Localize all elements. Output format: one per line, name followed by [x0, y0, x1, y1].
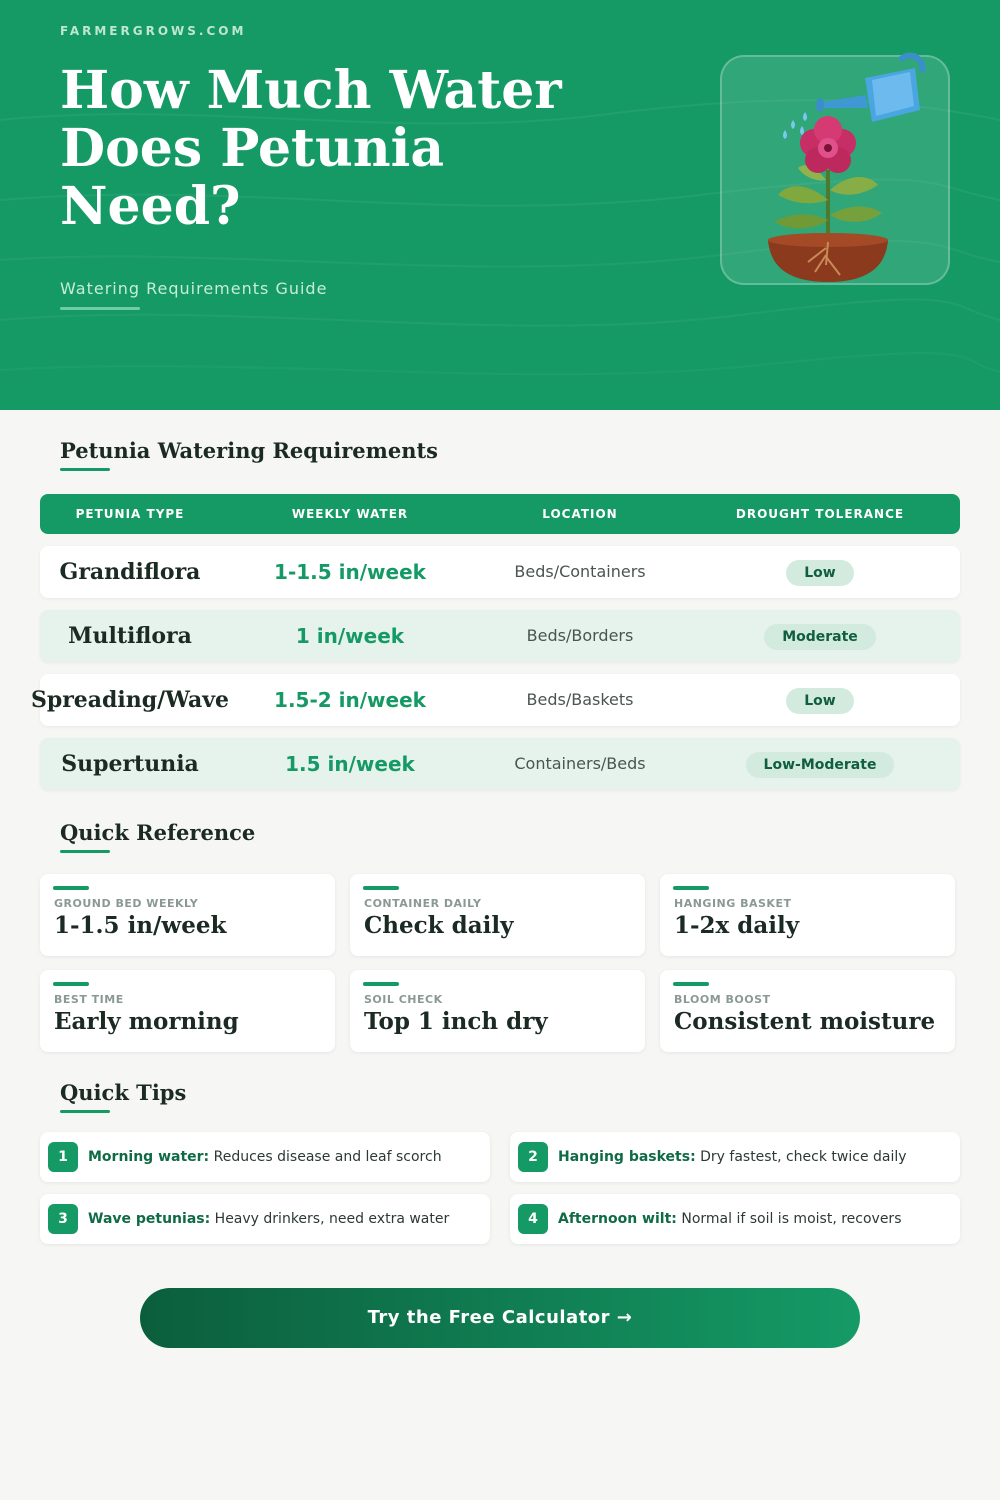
column-header-type: PETUNIA TYPE [75, 507, 185, 521]
tolerance-badge: Moderate [764, 624, 876, 650]
column-header-tolerance: DROUGHT TOLERANCE [735, 507, 905, 521]
watering-can-icon [816, 56, 922, 122]
location: Containers/Beds [514, 754, 646, 773]
tolerance-badge: Low [786, 688, 853, 714]
quick-tips-title: Quick Tips [60, 1080, 187, 1105]
petunia-type: Supertunia [61, 751, 199, 777]
tip-number-badge: 2 [518, 1142, 548, 1172]
card-accent-bar [363, 886, 399, 890]
tip-item [40, 1132, 490, 1182]
tip-text [88, 1194, 449, 1244]
table-row [40, 546, 960, 598]
weekly-water: 1 in/week [295, 624, 405, 648]
table-header [40, 494, 960, 534]
page-subtitle: Watering Requirements Guide [60, 279, 328, 298]
column-header-location: LOCATION [542, 507, 618, 521]
petunia-type: Spreading/Wave [30, 687, 230, 713]
tip-heading: Afternoon wilt: [558, 1211, 677, 1227]
tip-item [40, 1194, 490, 1244]
free-calculator-button[interactable]: Try the Free Calculator → [140, 1288, 860, 1348]
petunia-flower [800, 116, 856, 173]
drought-tolerance-cell [700, 546, 940, 598]
table-section-underline [60, 468, 110, 471]
card-label: GROUND BED WEEKLY [54, 897, 199, 910]
card-label: CONTAINER DAILY [364, 897, 482, 910]
reference-card [660, 874, 955, 956]
table-row [30, 674, 960, 726]
petunia-type: Multiflora [68, 623, 192, 649]
table-row [40, 738, 960, 790]
card-accent-bar [53, 886, 89, 890]
card-label: SOIL CHECK [364, 993, 443, 1006]
petunia-type: Grandiflora [59, 559, 201, 585]
location: Beds/Borders [526, 626, 634, 645]
card-value: Check daily [364, 912, 514, 939]
tip-text [558, 1132, 907, 1182]
reference-card [350, 874, 645, 956]
reference-card [350, 970, 645, 1052]
hero-header [0, 0, 1000, 410]
tolerance-badge: Low [786, 560, 853, 586]
card-accent-bar [53, 982, 89, 986]
tip-item [510, 1194, 960, 1244]
drought-tolerance-cell [700, 738, 940, 790]
tip-body: Normal if soil is moist, recovers [676, 1211, 902, 1227]
table-section-title: Petunia Watering Requirements [60, 438, 438, 463]
tip-heading: Hanging baskets: [558, 1149, 696, 1165]
card-accent-bar [363, 982, 399, 986]
subtitle-underline [60, 307, 140, 310]
card-value: Early morning [54, 1008, 239, 1035]
quick-tips-underline [60, 1110, 110, 1113]
tip-text [88, 1132, 442, 1182]
page-title: How Much Water Does Petunia Need? [60, 60, 562, 237]
weekly-water: 1.5 in/week [285, 752, 415, 776]
tip-body: Dry fastest, check twice daily [695, 1149, 907, 1165]
column-header-water: WEEKLY WATER [291, 507, 409, 521]
card-label: BEST TIME [54, 993, 124, 1006]
reference-card [40, 970, 335, 1052]
tolerance-badge: Low-Moderate [746, 752, 895, 778]
tip-heading: Morning water: [88, 1149, 210, 1165]
table-row [40, 610, 960, 662]
location: Beds/Containers [514, 562, 646, 581]
tip-text [558, 1194, 902, 1244]
drought-tolerance-cell [700, 610, 940, 662]
tip-body: Heavy drinkers, need extra water [210, 1211, 450, 1227]
petunia-watering-icon [760, 50, 930, 290]
reference-card [40, 874, 335, 956]
weekly-water: 1-1.5 in/week [274, 560, 426, 584]
card-value: Consistent moisture [674, 1008, 936, 1035]
card-value: 1-1.5 in/week [54, 912, 227, 939]
card-accent-bar [673, 886, 709, 890]
weekly-water: 1.5-2 in/week [274, 688, 426, 712]
reference-card [660, 970, 955, 1052]
tip-heading: Wave petunias: [88, 1211, 211, 1227]
tip-item [510, 1132, 960, 1182]
quick-reference-title: Quick Reference [60, 820, 256, 845]
quick-reference-underline [60, 850, 110, 853]
location: Beds/Baskets [526, 690, 634, 709]
card-value: 1-2x daily [674, 912, 800, 939]
card-label: BLOOM BOOST [674, 993, 771, 1006]
tip-body: Reduces disease and leaf scorch [209, 1149, 442, 1165]
tip-number-badge: 1 [48, 1142, 78, 1172]
tip-number-badge: 3 [48, 1204, 78, 1234]
card-value: Top 1 inch dry [364, 1008, 548, 1035]
card-label: HANGING BASKET [674, 897, 792, 910]
site-name: FARMERGROWS.COM [60, 24, 247, 38]
tip-number-badge: 4 [518, 1204, 548, 1234]
card-accent-bar [673, 982, 709, 986]
drought-tolerance-cell [700, 674, 940, 726]
